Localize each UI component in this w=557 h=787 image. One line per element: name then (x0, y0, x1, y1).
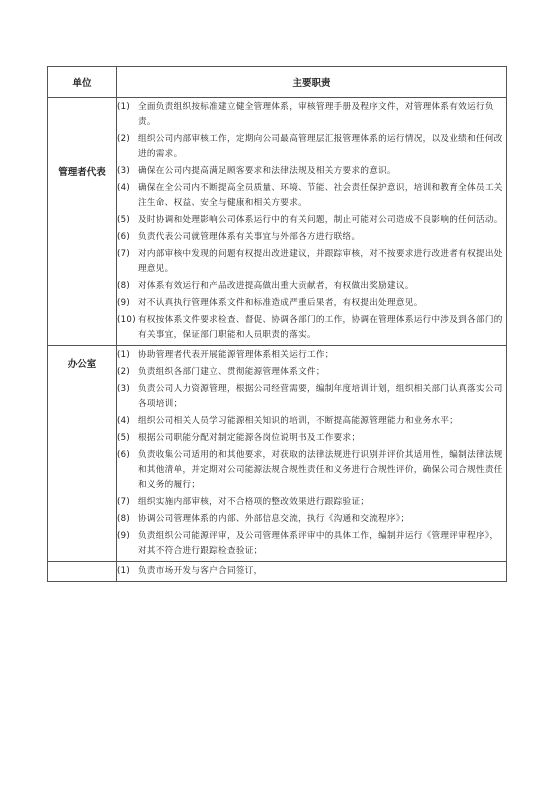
duty-item (117, 512, 506, 527)
duty-text: 负责组织各部门建立、贯彻能源管理体系文件； (138, 367, 325, 377)
duty-text: 负责组织公司能源评审，及公司管理体系评审中的具体工作，编制并运行《管理评审程序》，对其不符合进行跟踪检查验证； (138, 531, 499, 556)
duties-cell (117, 346, 507, 562)
duty-text: 组织实施内部审核，对不合格项的整改效果进行跟踪验证； (138, 497, 370, 507)
duty-number: (6) (117, 450, 131, 460)
duty-number: (7) (117, 249, 131, 259)
duty-item (117, 279, 506, 294)
unit-cell (48, 98, 117, 346)
duty-text: 根据公司职能分配对制定能源各岗位说明书及工作要求； (138, 433, 361, 443)
duty-number: (4) (117, 416, 131, 426)
duty-item (117, 313, 506, 343)
duty-item (117, 564, 506, 579)
duty-item (117, 296, 506, 311)
duty-item (117, 529, 506, 559)
duty-number: (4) (117, 183, 131, 193)
duty-text: 全面负责组织按标准建立健全管理体系，审核管理手册及程序文件，对管理体系有效运行负责。 (138, 102, 494, 127)
duty-item (117, 230, 506, 245)
duty-text: 对内部审核中发现的问题有权提出改进建议，并跟踪审核，对不按要求进行改进者有权提出处理意见。 (138, 249, 503, 274)
duty-number: (10) (117, 315, 136, 325)
responsibility-table (47, 66, 507, 582)
duty-number: (9) (117, 298, 131, 308)
table-header-row (48, 67, 507, 98)
duty-text: 对不认真执行管理体系文件和标准造成严重后果者，有权提出处理意见。 (138, 298, 423, 308)
duty-text: 组织公司相关人员学习能源相关知识的培训，不断提高能源管理能力和业务水平； (138, 416, 459, 426)
duty-text: 确保在全公司内不断提高全员质量、环境、节能、社会责任保护意识，培训和教育全体员工关注生命、权益、安全与健康和相关方要求。 (138, 183, 503, 208)
duty-text: 对体系有效运行和产品改进提高做出重大贡献者，有权做出奖励建议。 (138, 281, 414, 291)
table-row (48, 562, 507, 582)
duty-item (117, 365, 506, 380)
duty-number: (1) (117, 350, 131, 360)
duty-number: (1) (117, 566, 131, 576)
duty-text: 协调公司管理体系的内部、外部信息交流，执行《沟通和交流程序》； (138, 514, 410, 524)
duty-item (117, 348, 506, 363)
unit-cell (48, 562, 117, 582)
table-body (48, 98, 507, 582)
duty-number: (3) (117, 166, 131, 176)
duty-number: (8) (117, 281, 131, 291)
duty-number: (6) (117, 232, 131, 242)
duty-number: (2) (117, 134, 131, 144)
duty-number: (2) (117, 367, 131, 377)
duty-number: (5) (117, 433, 131, 443)
duty-item (117, 213, 506, 228)
unit-cell (48, 346, 117, 562)
duty-item (117, 132, 506, 162)
duty-item (117, 164, 506, 179)
duty-item (117, 431, 506, 446)
duty-item (117, 382, 506, 412)
duty-number: (7) (117, 497, 131, 507)
duty-number: (3) (117, 384, 131, 394)
duty-text: 及时协调和处理影响公司体系运行中的有关问题，制止可能对公司造成不良影响的任何活动。 (138, 215, 503, 225)
duty-number: (8) (117, 514, 131, 524)
duties-cell (117, 98, 507, 346)
duty-text: 负责市场开发与客户合同签订， (138, 566, 263, 576)
duty-item (117, 414, 506, 429)
duty-item (117, 448, 506, 493)
unit-label: 管理者代表 (58, 167, 106, 178)
duty-item (117, 247, 506, 277)
duty-text: 协助管理者代表开展能源管理体系相关运行工作； (138, 350, 334, 360)
duty-text: 负责公司人力资源管理，根据公司经营需要，编制年度培训计划，组织相关部门认真落实公司各项培训； (138, 384, 503, 409)
duty-number: (5) (117, 215, 131, 225)
header-unit: 单位 (48, 67, 117, 98)
duty-text: 组织公司内部审核工作，定期向公司最高管理层汇报管理体系的运行情况，以及业绩和任何改进的需求。 (138, 134, 503, 159)
duty-item (117, 100, 506, 130)
duty-text: 有权按体系文件要求检查、督促、协调各部门的工作，协调在管理体系运行中涉及到各部门的有关事宜，保证部门职能和人员职责的落实。 (138, 315, 503, 340)
header-duties: 主要职责 (117, 67, 507, 98)
duty-number: (1) (117, 102, 131, 112)
duty-text: 负责代表公司就管理体系有关事宜与外部各方进行联络。 (138, 232, 361, 242)
duty-text: 确保在公司内提高满足顾客要求和法律法规及相关方要求的意识。 (138, 166, 396, 176)
duties-cell (117, 562, 507, 582)
duty-text: 负责收集公司适用的和其他要求，对获取的法律法规进行识别并评价其适用性，编制法律法规和其他清单，并定期对公司能源法规合规性责任和义务进行合规性评价，确保公司合规性责任和义务的履行； (138, 450, 503, 490)
table-row (48, 346, 507, 562)
duty-number: (9) (117, 531, 131, 541)
unit-label: 办公室 (67, 359, 97, 370)
unit-label (48, 562, 116, 572)
duty-item (117, 181, 506, 211)
table-row (48, 98, 507, 346)
duty-item (117, 495, 506, 510)
